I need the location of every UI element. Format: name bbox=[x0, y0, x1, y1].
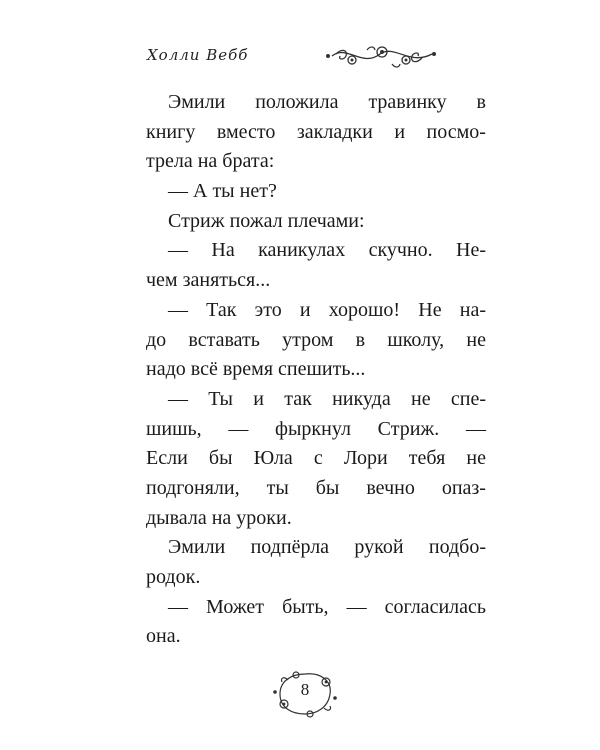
text-word: чем заняться... bbox=[146, 269, 271, 292]
text-word: — bbox=[168, 595, 188, 618]
text-word: надо всё время спешить... bbox=[146, 358, 366, 381]
text-line bbox=[146, 266, 486, 296]
text-word: вместо bbox=[216, 120, 276, 143]
text-word: Юла bbox=[253, 447, 293, 470]
text-word: подгоняли, bbox=[146, 476, 240, 499]
text-word: на- bbox=[459, 298, 486, 321]
text-word: трела на брата: bbox=[146, 150, 275, 173]
text-word: дывала на уроки. bbox=[146, 506, 292, 529]
text-word: рукой bbox=[354, 536, 404, 559]
text-word: скучно. bbox=[368, 239, 433, 262]
floral-ornament-icon bbox=[322, 40, 442, 72]
text-word: — bbox=[465, 417, 486, 440]
text-word: — bbox=[346, 595, 367, 618]
text-line bbox=[146, 385, 486, 415]
body-text bbox=[146, 88, 486, 652]
text-word: спе- bbox=[450, 387, 486, 410]
page-footer bbox=[270, 668, 340, 720]
text-line bbox=[146, 118, 486, 148]
text-word: подпёрла bbox=[250, 536, 330, 559]
text-word: Стриж. bbox=[377, 417, 440, 440]
text-word: и bbox=[299, 298, 311, 321]
text-word: согласилась bbox=[384, 595, 486, 618]
text-line bbox=[146, 355, 486, 385]
text-word: опаз- bbox=[441, 476, 486, 499]
page-number: 8 bbox=[300, 680, 310, 699]
text-word: Так bbox=[206, 298, 237, 321]
running-header bbox=[147, 38, 437, 78]
text-word: быть, bbox=[282, 595, 329, 618]
text-word: ты bbox=[266, 476, 289, 499]
text-word: никуда bbox=[332, 387, 391, 410]
text-line bbox=[146, 533, 486, 563]
text-word: бы bbox=[315, 476, 340, 499]
text-word: Ты bbox=[208, 387, 233, 410]
text-word: Эмили bbox=[168, 536, 226, 559]
text-word: она. bbox=[146, 625, 181, 648]
text-word: Если bbox=[146, 447, 188, 470]
text-word: шишь, bbox=[146, 417, 202, 440]
text-line bbox=[146, 563, 486, 593]
text-word: — bbox=[168, 387, 188, 410]
text-word: каникулах bbox=[258, 239, 346, 262]
text-line bbox=[146, 207, 486, 237]
text-word: посмо- bbox=[426, 120, 486, 143]
text-word: в bbox=[476, 91, 486, 113]
text-word: родок. bbox=[146, 566, 201, 588]
text-word: и bbox=[253, 387, 264, 410]
text-word: Может bbox=[206, 595, 265, 618]
text-word: вставать bbox=[188, 328, 260, 351]
text-word: подбо- bbox=[428, 536, 486, 559]
text-word: бы bbox=[208, 447, 233, 470]
text-word: — bbox=[228, 417, 249, 440]
author-name: Холли Вебб bbox=[147, 46, 249, 64]
text-word: не bbox=[466, 447, 486, 470]
text-word: утром bbox=[282, 328, 334, 351]
text-word: Эмили bbox=[168, 91, 226, 113]
text-word: травинку bbox=[368, 91, 447, 113]
text-word: хорошо! bbox=[328, 298, 401, 321]
text-word: Не- bbox=[456, 239, 486, 262]
text-word: закладки bbox=[296, 120, 373, 143]
text-line bbox=[146, 177, 486, 207]
text-line bbox=[146, 236, 486, 266]
text-word: — bbox=[168, 298, 188, 321]
text-word: до bbox=[146, 328, 167, 351]
text-word: с bbox=[313, 447, 323, 470]
text-line bbox=[146, 88, 486, 118]
text-line bbox=[146, 622, 486, 652]
text-word: школу, bbox=[387, 328, 445, 351]
text-word: тебя bbox=[408, 447, 446, 470]
text-word: так bbox=[284, 387, 312, 410]
text-line bbox=[146, 593, 486, 623]
text-word: Не bbox=[418, 298, 442, 321]
text-line bbox=[146, 296, 486, 326]
text-line bbox=[146, 147, 486, 177]
text-line bbox=[146, 474, 486, 504]
text-word: не bbox=[466, 328, 486, 351]
text-word: Лори bbox=[343, 447, 388, 470]
text-word: книгу bbox=[146, 120, 196, 143]
text-word: это bbox=[254, 298, 282, 321]
text-word: — А ты нет? bbox=[168, 180, 277, 203]
text-word: Стриж пожал плечами: bbox=[168, 209, 365, 232]
text-line bbox=[146, 504, 486, 534]
text-word: фыркнул bbox=[275, 417, 351, 440]
text-word: На bbox=[211, 239, 235, 262]
text-word: в bbox=[355, 328, 366, 351]
text-word: вечно bbox=[366, 476, 415, 499]
text-line bbox=[146, 326, 486, 356]
text-line bbox=[146, 444, 486, 474]
text-word: — bbox=[168, 239, 188, 262]
text-word: и bbox=[394, 120, 406, 143]
text-word: не bbox=[411, 387, 431, 410]
text-word: положила bbox=[255, 91, 339, 113]
text-line bbox=[146, 415, 486, 445]
